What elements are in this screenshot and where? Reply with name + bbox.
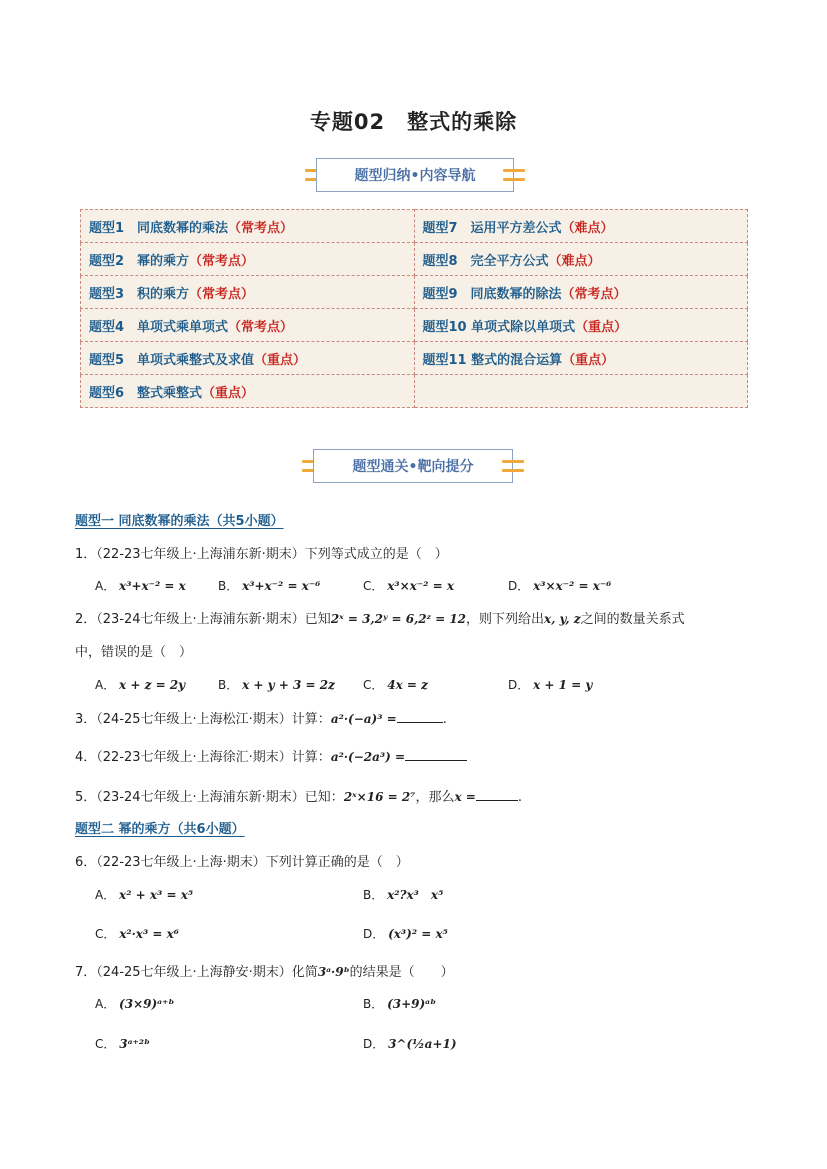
toc-item[interactable]: 题型4 单项式乘单项式（常考点） (81, 309, 415, 342)
section-heading: 题型二 幂的乘方（共6小题） (75, 822, 245, 837)
page-title: 专题02 整式的乘除 (309, 110, 518, 134)
question-6: 6．（22-23七年级上·上海·期末）下列计算正确的是（ ） (75, 855, 409, 870)
toc-row (81, 276, 748, 309)
q2-option-c[interactable]: C． 4x = z (363, 678, 428, 692)
answer-blank[interactable] (405, 748, 467, 761)
toc-row (81, 243, 748, 276)
q6-option-d[interactable]: D． (x³)² = x⁵ (363, 927, 448, 941)
question-2-line2: 中，错误的是（ ） (75, 645, 193, 660)
question-4: 4．（22-23七年级上·上海徐汇·期末）计算：a²·(−2a³) = (75, 746, 467, 765)
question-7: 7．（24-25七年级上·上海静安·期末）化简3ᵃ·9ᵇ的结果是（ ） (75, 965, 454, 980)
question-5: 5．（23-24七年级上·上海浦东新·期末）已知：2ˣ×16 = 2⁷，那么x = . (75, 790, 522, 805)
toc-banner-label: 题型归纳•内容导航 (316, 158, 514, 192)
q2-option-b[interactable]: B． x + y + 3 = 2z (218, 678, 335, 692)
toc-item[interactable]: 题型1 同底数幂的乘法（常考点） (81, 210, 415, 243)
toc-item[interactable]: 题型7 运用平方差公式（难点） (414, 210, 748, 243)
toc-table (80, 209, 748, 408)
toc-item[interactable]: 题型9 同底数幂的除法（常考点） (414, 276, 748, 309)
q1-option-b[interactable]: B． x³+x⁻² = x⁻⁶ (218, 579, 321, 593)
q7-option-a[interactable]: A． (3×9)ᵃ⁺ᵇ (95, 997, 175, 1011)
section-heading: 题型一 同底数幂的乘法（共5小题） (75, 514, 284, 529)
q6-option-b[interactable]: B． x²?x³ x⁵ (363, 888, 444, 902)
banner-right-deco (503, 158, 525, 192)
toc-item[interactable]: 题型11 整式的混合运算（重点） (414, 342, 748, 375)
toc-banner (305, 158, 525, 192)
toc-item[interactable]: 题型5 单项式乘整式及求值（重点） (81, 342, 415, 375)
toc-item[interactable]: 题型8 完全平方公式（难点） (414, 243, 748, 276)
toc-row (81, 375, 748, 408)
practice-banner (302, 449, 524, 483)
q1-option-c[interactable]: C． x³×x⁻² = x (363, 579, 454, 593)
toc-item[interactable]: 题型6 整式乘整式（重点） (81, 375, 415, 408)
question-2: 2．（23-24七年级上·上海浦东新·期末）已知2ˣ = 3,2ʸ = 6,2ᶻ = 12，则下列给出x, y, z之间的数量关系式 (75, 612, 685, 627)
answer-blank[interactable] (397, 710, 443, 723)
q7-option-b[interactable]: B． (3+9)ᵃᵇ (363, 997, 437, 1011)
question-1: 1．（22-23七年级上·上海浦东新·期末）下列等式成立的是（ ） (75, 547, 448, 562)
q2-option-d[interactable]: D． x + 1 = y (508, 678, 593, 692)
q1-option-a[interactable]: A． x³+x⁻² = x (95, 579, 186, 593)
q1-option-d[interactable]: D． x³×x⁻² = x⁻⁶ (508, 579, 612, 593)
toc-item[interactable]: 题型10 单项式除以单项式（重点） (414, 309, 748, 342)
q7-option-c[interactable]: C． 3ᵃ⁺²ᵇ (95, 1037, 151, 1051)
practice-banner-label: 题型通关•靶向提分 (313, 449, 513, 483)
toc-row (81, 210, 748, 243)
toc-item[interactable]: 题型2 幂的乘方（常考点） (81, 243, 415, 276)
toc-item[interactable]: 题型3 积的乘方（常考点） (81, 276, 415, 309)
q6-option-a[interactable]: A． x² + x³ = x⁵ (95, 888, 194, 902)
banner-right-deco (502, 449, 524, 483)
q7-option-d[interactable]: D． 3^(½a+1) (363, 1037, 457, 1051)
question-3: 3．（24-25七年级上·上海松江·期末）计算：a²·(−a)³ = . (75, 712, 447, 727)
q6-option-c[interactable]: C． x²·x³ = x⁶ (95, 927, 180, 941)
answer-blank[interactable] (476, 788, 518, 801)
toc-row (81, 342, 748, 375)
toc-row (81, 309, 748, 342)
toc-item-empty (414, 375, 748, 408)
q2-option-a[interactable]: A． x + z = 2y (95, 678, 186, 692)
